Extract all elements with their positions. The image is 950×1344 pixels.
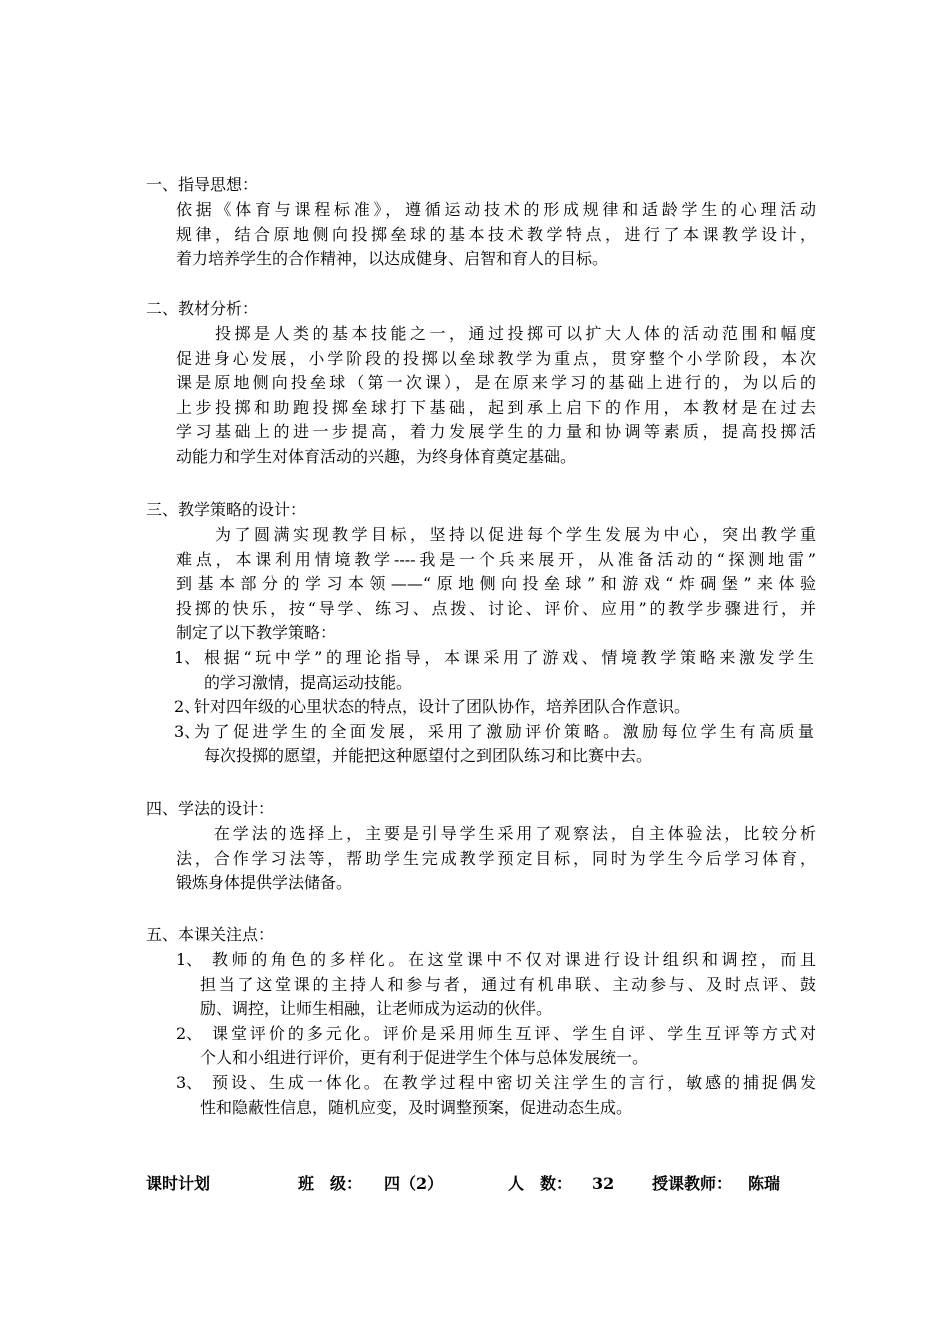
section-guiding-thought xyxy=(146,172,816,272)
paragraph-line: 课是原地侧向投垒球（第一次课），是在原来学习的基础上进行的，为以后的 xyxy=(176,373,816,393)
list-item xyxy=(174,646,814,695)
paragraph-line: 规律，结合原地侧向投掷垒球的基本技术教学特点，进行了本课教学设计， xyxy=(176,224,816,244)
student-count-label: 人 数： xyxy=(508,1174,573,1193)
list-line: 为了促进学生的全面发展，采用了激励评价策略。激励每位学生有高质量 xyxy=(194,721,814,741)
section-body xyxy=(176,322,816,470)
section-heading: 三、教学策略的设计： xyxy=(146,500,307,519)
paragraph-line: 学习基础上的进一步提高，着力发展学生的力量和协调等素质，提高投掷活 xyxy=(176,422,816,442)
teacher-label: 授课教师： xyxy=(652,1174,733,1193)
list-line: 励、调控，让师生相融，让老师成为运动的伙伴。 xyxy=(200,999,553,1019)
paragraph-line: 投掷是人类的基本技能之一，通过投掷可以扩大人体的活动范围和幅度 xyxy=(176,324,816,343)
paragraph-line: 依据《体育与课程标准》，遵循运动技术的形成规律和适龄学生的心理活动 xyxy=(176,200,816,219)
list-item xyxy=(174,695,814,720)
list-line: 针对四年级的心里状态的特点，设计了团队协作，培养团队合作意识。 xyxy=(194,697,691,717)
paragraph-line: 法，合作学习法等，帮助学生完成教学预定目标，同时为学生今后学习体育， xyxy=(176,848,816,868)
section-heading: 四、学法的设计： xyxy=(146,799,275,818)
list-number: 1、 xyxy=(174,647,201,667)
paragraph-line: 锻炼身体提供学法储备。 xyxy=(176,873,353,893)
lesson-plan-header xyxy=(146,1171,816,1197)
lesson-plan-label: 课时计划 xyxy=(146,1174,211,1193)
paragraph-line: 着力培养学生的合作精神，以达成健身、启智和育人的目标。 xyxy=(176,249,609,269)
list-number: 1、 xyxy=(176,950,203,969)
list-number: 3、 xyxy=(176,1072,203,1092)
list-text xyxy=(194,720,814,769)
list-line: 性和隐蔽性信息，随机应变，及时调整预案，促进动态生成。 xyxy=(200,1097,633,1117)
list-number: 2、 xyxy=(176,1023,203,1043)
list-line: 预设、生成一体化。在教学过程中密切关注学生的言行，敏感的捕捉偶发 xyxy=(212,1072,816,1092)
list-number: 3、 xyxy=(174,721,201,741)
paragraph-line: 投掷的快乐，按“导学、练习、点拨、讨论、评价、应用”的教学步骤进行，并 xyxy=(176,598,816,618)
focus-list xyxy=(176,948,816,1120)
paragraph-line: 上步投掷和助跑投掷垒球打下基础，起到承上启下的作用，本教材是在过去 xyxy=(176,397,816,417)
section-learning-method xyxy=(146,796,816,896)
section-body xyxy=(176,822,816,896)
list-text xyxy=(200,948,816,1022)
paragraph-line: 难点，本课利用情境教学----我是一个兵来展开，从准备活动的“探测地雷” xyxy=(176,549,816,569)
paragraph-line: 促进身心发展，小学阶段的投掷以垒球教学为重点，贯穿整个小学阶段，本次 xyxy=(176,348,816,368)
list-text xyxy=(200,1022,816,1071)
class-label: 班 级： xyxy=(298,1174,363,1193)
section-heading: 二、教材分析： xyxy=(146,299,259,318)
list-line: 课堂评价的多元化。评价是采用师生互评、学生自评、学生互评等方式对 xyxy=(212,1023,816,1043)
section-body xyxy=(176,523,816,646)
section-heading: 一、指导思想： xyxy=(146,175,259,194)
section-focus-points xyxy=(146,922,816,1120)
teacher-name: 陈瑞 xyxy=(748,1174,781,1193)
list-line: 的学习激情，提高运动技能。 xyxy=(204,672,413,692)
list-item xyxy=(174,720,814,769)
student-count-value: 32 xyxy=(592,1174,615,1193)
list-line: 每次投掷的愿望，并能把这种愿望付之到团队练习和比赛中去。 xyxy=(204,746,653,766)
section-material-analysis xyxy=(146,296,816,470)
list-text xyxy=(194,695,814,720)
list-text xyxy=(204,646,814,695)
list-line: 担当了这堂课的主持人和参与者，通过有机串联、主动参与、及时点评、鼓 xyxy=(200,974,816,994)
list-item xyxy=(176,1071,816,1120)
paragraph-line: 为了圆满实现教学目标，坚持以促进每个学生发展为中心，突出教学重 xyxy=(176,525,816,544)
list-item xyxy=(176,948,816,1022)
list-line: 教师的角色的多样化。在这堂课中不仅对课进行设计组织和调控，而且 xyxy=(212,950,816,969)
strategy-list xyxy=(174,646,814,769)
list-item xyxy=(176,1022,816,1071)
paragraph-line: 动能力和学生对体育活动的兴趣，为终身体育奠定基础。 xyxy=(176,446,577,466)
section-teaching-strategy xyxy=(146,497,816,769)
section-heading: 五、本课关注点： xyxy=(146,925,275,944)
class-value: 四（2） xyxy=(384,1174,444,1193)
paragraph-line: 在学法的选择上，主要是引导学生采用了观察法，自主体验法，比较分析 xyxy=(176,824,816,843)
paragraph-line: 制定了以下教学策略： xyxy=(176,623,337,643)
section-body xyxy=(176,198,816,272)
list-number: 2、 xyxy=(174,697,201,717)
list-line: 个人和小组进行评价，更有利于促进学生个体与总体发展统一。 xyxy=(200,1048,649,1068)
list-text xyxy=(200,1071,816,1120)
paragraph-line: 到基本部分的学习本领——“原地侧向投垒球”和游戏“炸碉堡”来体验 xyxy=(176,574,816,594)
list-line: 根据“玩中学”的理论指导，本课采用了游戏、情境教学策略来激发学生 xyxy=(204,647,814,667)
